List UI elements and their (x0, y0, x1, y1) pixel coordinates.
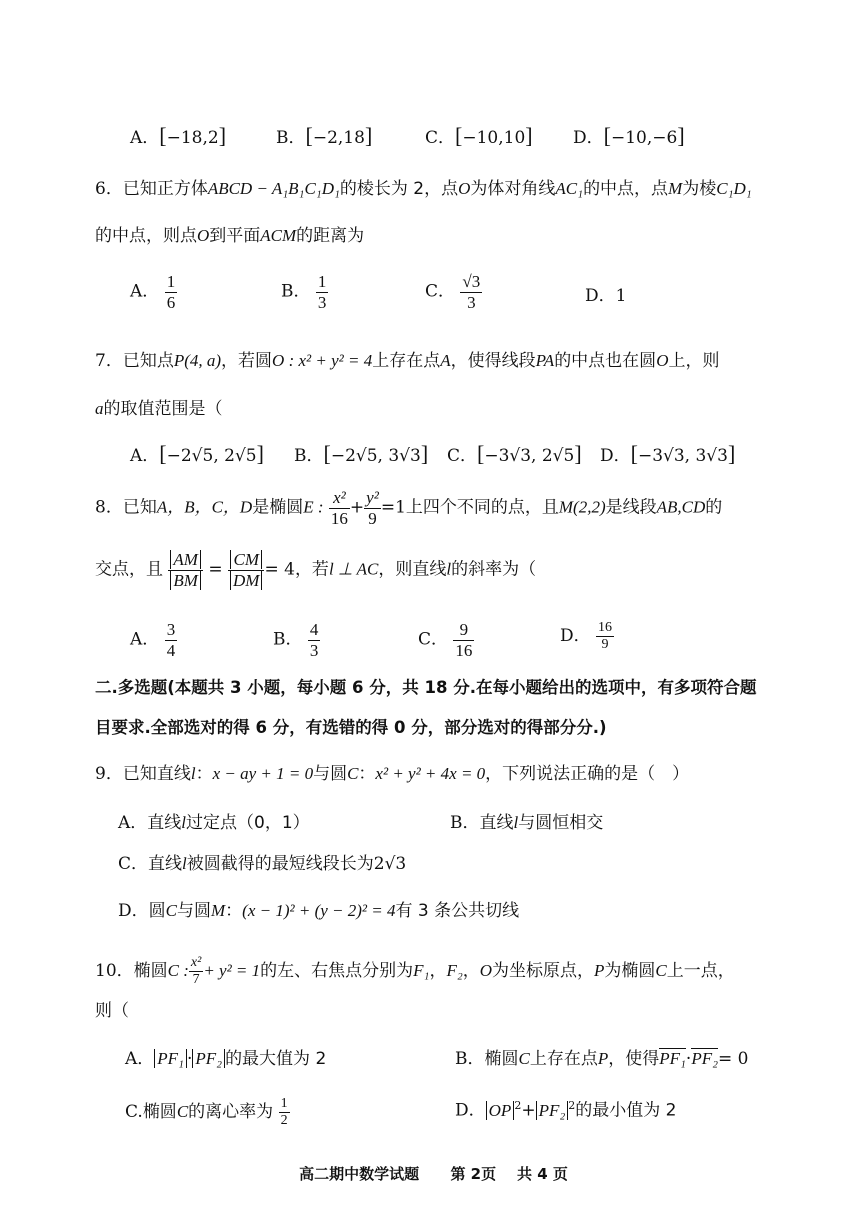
q6-option-d: D．1 (585, 286, 627, 306)
q10-stem-line2: 则（ (95, 1001, 129, 1021)
fraction: $\frac{1}{6}$ (166, 272, 176, 312)
q9-option-a: A．直线l过定点（0，1） (118, 813, 310, 833)
fraction: $\frac{\text{x²}}{16}$ (330, 488, 348, 528)
q8-option-d: D． $\frac{16}{9}$ (560, 620, 613, 653)
q7-option-d: D．[−3√3, 3√3] (600, 441, 736, 466)
q10-option-a: A． PF₁ · PF₂ 的最大值为 2 (125, 1049, 327, 1069)
q9-option-d: D．圆C与圆M：(x − 1)² + (y − 2)² = 4有 3 条公共切线 (118, 901, 520, 921)
q7-stem-line1: 7．已知点P(4, a)，若圆O : x² + y² = 4上存在点A，使得线段PA的中点也在圆O上，则 (95, 351, 720, 371)
fraction: $\frac{1}{3}$ (317, 272, 327, 312)
fraction: $\frac{\text{y²}}{9}$ (366, 488, 379, 528)
q8-option-c: C． $\frac{9}{16}$ (418, 620, 473, 660)
section-multichoice-header-line1: 二.多选题(本题共 3 小题，每小题 6 分，共 18 分.在每小题给出的选项中，有多项符合题 (95, 678, 757, 697)
q6-option-b: B． $\frac{1}{3}$ (281, 272, 327, 312)
fraction: $\frac{√3}{3}$ (462, 272, 481, 312)
q9-option-b: B．直线l与圆恒相交 (450, 813, 604, 833)
q8-option-a: A． $\frac{3}{4}$ (130, 620, 176, 660)
footer-total: 共 4 页 (517, 1165, 568, 1183)
q10-option-c: C.椭圆C的离心率为 $\frac{1}{2}$ (125, 1096, 288, 1129)
q10-stem-line1: 10．椭圆C : $\frac{\text{x²}}{7}$ + y² = 1的左、右焦点分别为F₁，F₂，O为坐标原点，P为椭圆C上一点， (95, 955, 735, 988)
fraction: $\frac{3}{4}$ (166, 620, 176, 660)
q6-option-c: C． $\frac{√3}{3}$ (425, 272, 481, 312)
q5-option-a: A．[−18,2] (130, 123, 227, 148)
q6-stem-line2: 的中点，则点O到平面ACM的距离为 (95, 226, 365, 246)
q8-stem-line2: 交点，且 $\frac{AM}{BM}$ = $\frac{CM}{DM}$ = 4，若l ⊥ AC，则直线l的斜率为（ (95, 550, 537, 590)
fraction: $\frac{1}{2}$ (280, 1096, 288, 1129)
q7-option-a: A．[−2√5, 2√5] (130, 441, 264, 466)
q6-stem-line1: 6．已知正方体ABCD − A₁B₁C₁D₁的棱长为 2，点O为体对角线AC₁的中点，点M为棱C₁D₁ (95, 179, 752, 199)
section-multichoice-header-line2: 目要求.全部选对的得 6 分，有选错的得 0 分，部分选对的得部分分.) (95, 718, 607, 737)
fraction: $\frac{16}{9}$ (598, 620, 613, 653)
fraction: $\frac{AM}{BM}$ (168, 550, 203, 590)
footer-page: 第 2页 (450, 1165, 497, 1183)
q8-stem-line1: 8．已知A，B，C，D是椭圆E : $\frac{\text{x²}}{16}$ + $\frac{\text{y²}}{9}$ =1上四个不同的点，且M(2,2)是线段AB,CD的 (95, 488, 723, 528)
q9-stem: 9．已知直线l：x − ay + 1 = 0与圆C：x² + y² + 4x = 0，下列说法正确的是（ ） (95, 764, 690, 784)
q5-option-b: B．[−2,18] (276, 123, 373, 148)
footer-title: 高二期中数学试题 (299, 1165, 420, 1183)
q6-option-a: A． $\frac{1}{6}$ (130, 272, 176, 312)
fraction: $\frac{\text{x²}}{7}$ (190, 955, 202, 988)
q7-stem-line2: a的取值范围是（ (95, 399, 223, 419)
q10-option-d: D． OP $^2$+ PF₂ $^2$的最小值为 2 (455, 1099, 677, 1121)
fraction: $\frac{CM}{DM}$ (228, 550, 264, 590)
fraction: $\frac{9}{16}$ (455, 620, 473, 660)
q5-option-d: D．[−10,−6] (573, 123, 685, 148)
q7-option-c: C．[−3√3, 2√5] (447, 441, 582, 466)
q5-option-c: C．[−10,10] (425, 123, 533, 148)
fraction: $\frac{4}{3}$ (309, 620, 319, 660)
q8-option-b: B． $\frac{4}{3}$ (273, 620, 319, 660)
page-footer (0, 1167, 867, 1182)
q10-option-b: B．椭圆C上存在点P，使得PF₁·PF₂= 0 (455, 1049, 749, 1069)
q9-option-c: C．直线l被圆截得的最短线段长为2√3 (118, 854, 407, 874)
q7-option-b: B．[−2√5, 3√3] (294, 441, 429, 466)
